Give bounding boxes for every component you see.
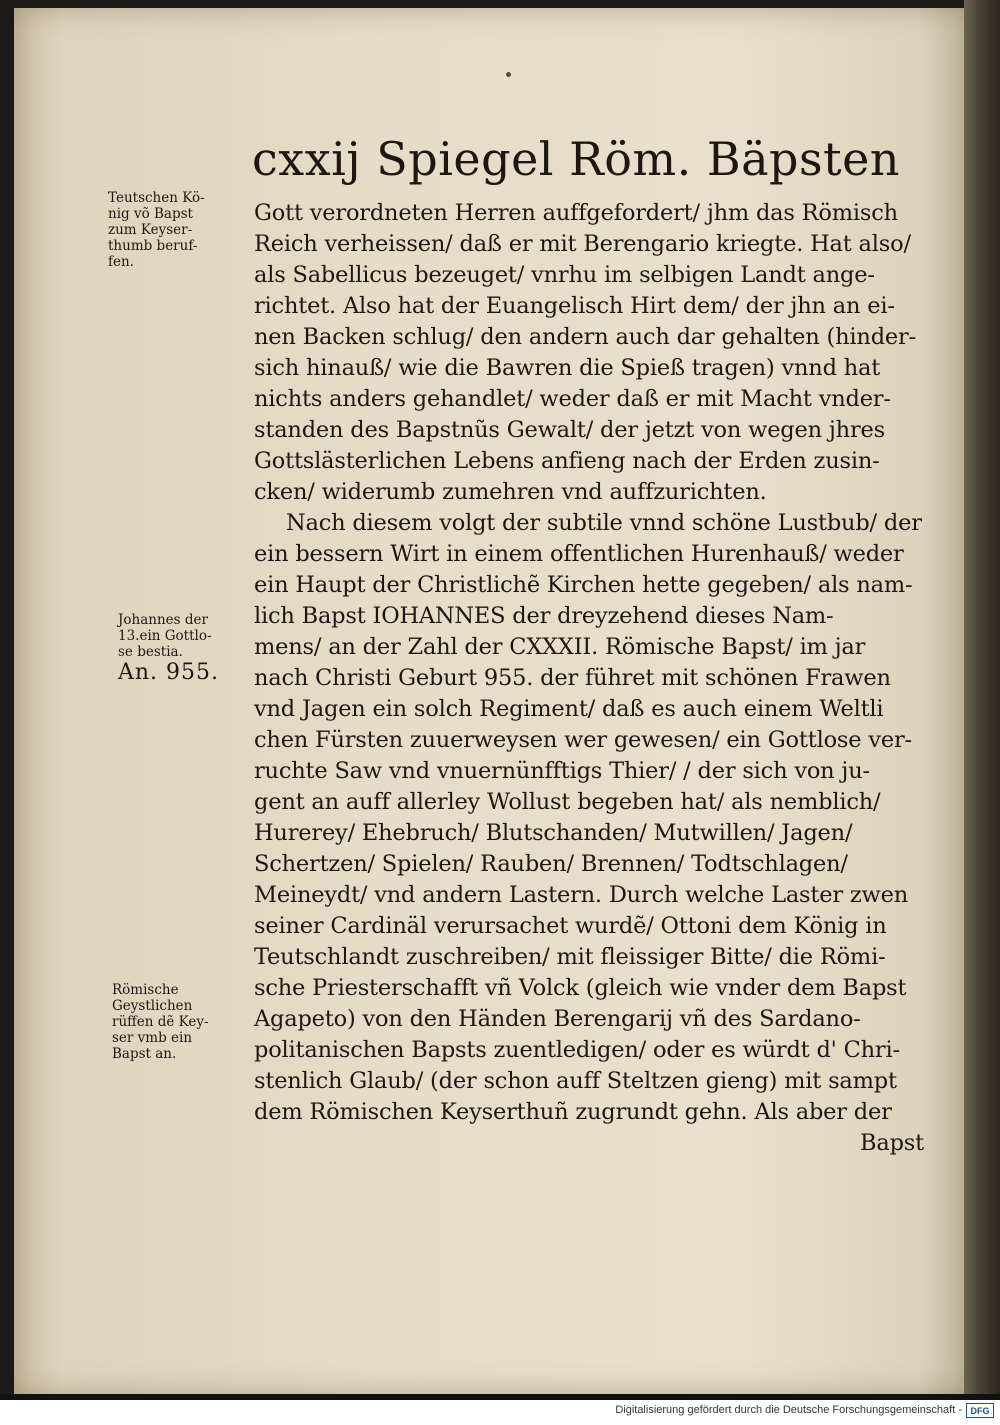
margin-note-line: Johannes der: [118, 612, 208, 628]
text-line: lich Bapst IOHANNES der dreyzehend dieses Nam-: [254, 603, 834, 629]
text-line: cken/ widerumb zumehren vnd auffzurichten.: [254, 479, 767, 505]
text-line: standen des Bapstnũs Gewalt/ der jetzt von wegen jhres: [254, 417, 885, 443]
text-line: Gott verordneten Herren auffgefordert/ jhm das Römisch: [254, 200, 898, 226]
text-line: politanischen Bapsts zuentledigen/ oder es würdt d' Chri-: [254, 1037, 900, 1063]
text-line: als Sabellicus bezeuget/ vnrhu im selbigen Landt ange-: [254, 262, 875, 288]
dfg-logo-icon: DFG: [966, 1403, 994, 1418]
text-line: mens/ an der Zahl der CXXXII. Römische Bapst/ im jar: [254, 634, 866, 660]
margin-note-line: nig võ Bapst: [108, 206, 193, 222]
catchword: Bapst: [860, 1130, 924, 1156]
text-line: Gottslästerlichen Lebens anfieng nach der Erden zusin-: [254, 448, 880, 474]
footer-bar: [0, 1400, 1000, 1425]
text-line: Schertzen/ Spielen/ Rauben/ Brennen/ Todtschlagen/: [254, 851, 848, 877]
margin-note-line: zum Keyser-: [108, 222, 193, 238]
text-line: chen Fürsten zuuerweysen wer gewesen/ ein Gottlose ver-: [254, 727, 912, 753]
margin-note-line: se bestia.: [118, 644, 183, 660]
text-line: Agapeto) von den Händen Berengarij vñ des Sardano-: [254, 1006, 861, 1032]
text-line: nen Backen schlug/ den andern auch dar gehalten (hinder-: [254, 324, 916, 350]
ink-speck: [506, 72, 511, 77]
text-line: nichts anders gehandlet/ weder daß er mit Macht vnder-: [254, 386, 891, 412]
text-line: nach Christi Geburt 955. der führet mit schönen Frawen: [254, 665, 891, 691]
running-header: cxxij Spiegel Röm. Bäpsten: [252, 132, 900, 186]
text-line: dem Römischen Keyserthuñ zugrundt gehn. Als aber der: [254, 1099, 892, 1125]
text-line: ein Haupt der Christlichẽ Kirchen hette gegeben/ als nam-: [254, 572, 913, 598]
text-line: sich hinauß/ wie die Bawren die Spieß tragen) vnnd hat: [254, 355, 881, 381]
text-line: Reich verheissen/ daß er mit Berengario kriegte. Hat also/: [254, 231, 911, 257]
margin-note-line: Römische: [112, 982, 179, 998]
text-line: ruchte Saw vnd vnuernünfftigs Thier/ / der sich von ju-: [254, 758, 870, 784]
margin-note-line: ser vmb ein: [112, 1030, 193, 1046]
margin-note-line: Geystlichen: [112, 998, 193, 1014]
margin-note-year: An. 955.: [118, 660, 220, 685]
text-line: Meineydt/ vnd andern Lastern. Durch welche Laster zwen: [254, 882, 908, 908]
margin-note-2: [118, 612, 219, 686]
margin-note-line: Bapst an.: [112, 1046, 177, 1062]
text-line: stenlich Glaub/ (der schon auff Steltzen gieng) mit sampt: [254, 1068, 897, 1094]
book-spine: [964, 0, 1000, 1400]
text-line: Hurerey/ Ehebruch/ Blutschanden/ Mutwillen/ Jagen/: [254, 820, 853, 846]
text-line: Teutschlandt zuschreiben/ mit fleissiger Bitte/ die Römi-: [254, 944, 886, 970]
margin-note-line: thumb beruf-: [108, 238, 198, 254]
text-line: vnd Jagen ein solch Regiment/ daß es auch einem Weltli: [254, 696, 884, 722]
text-line: seiner Cardinäl verursachet wurdẽ/ Ottoni dem König in: [254, 913, 887, 939]
margin-note-3: [112, 982, 209, 1062]
margin-note-line: 13.ein Gottlo-: [118, 628, 212, 644]
text-line: richtet. Also hat der Euangelisch Hirt dem/ der jhn an ei-: [254, 293, 895, 319]
margin-note-line: fen.: [108, 254, 134, 270]
margin-note-1: [108, 190, 205, 270]
text-line: Nach diesem volgt der subtile vnnd schöne Lustbub/ der: [286, 510, 922, 536]
funding-credit: Digitalisierung gefördert durch die Deutsche Forschungsgemeinschaft -: [615, 1404, 962, 1416]
text-line: gent an auff allerley Wollust begeben hat/ als nemblich/: [254, 789, 881, 815]
margin-note-line: Teutschen Kö-: [108, 190, 205, 206]
margin-note-line: rüffen dẽ Key-: [112, 1014, 209, 1030]
text-line: ein bessern Wirt in einem offentlichen Hurenhauß/ weder: [254, 541, 904, 567]
text-line: sche Priesterschafft vñ Volck (gleich wie vnder dem Bapst: [254, 975, 907, 1001]
body-text: [254, 198, 924, 1159]
